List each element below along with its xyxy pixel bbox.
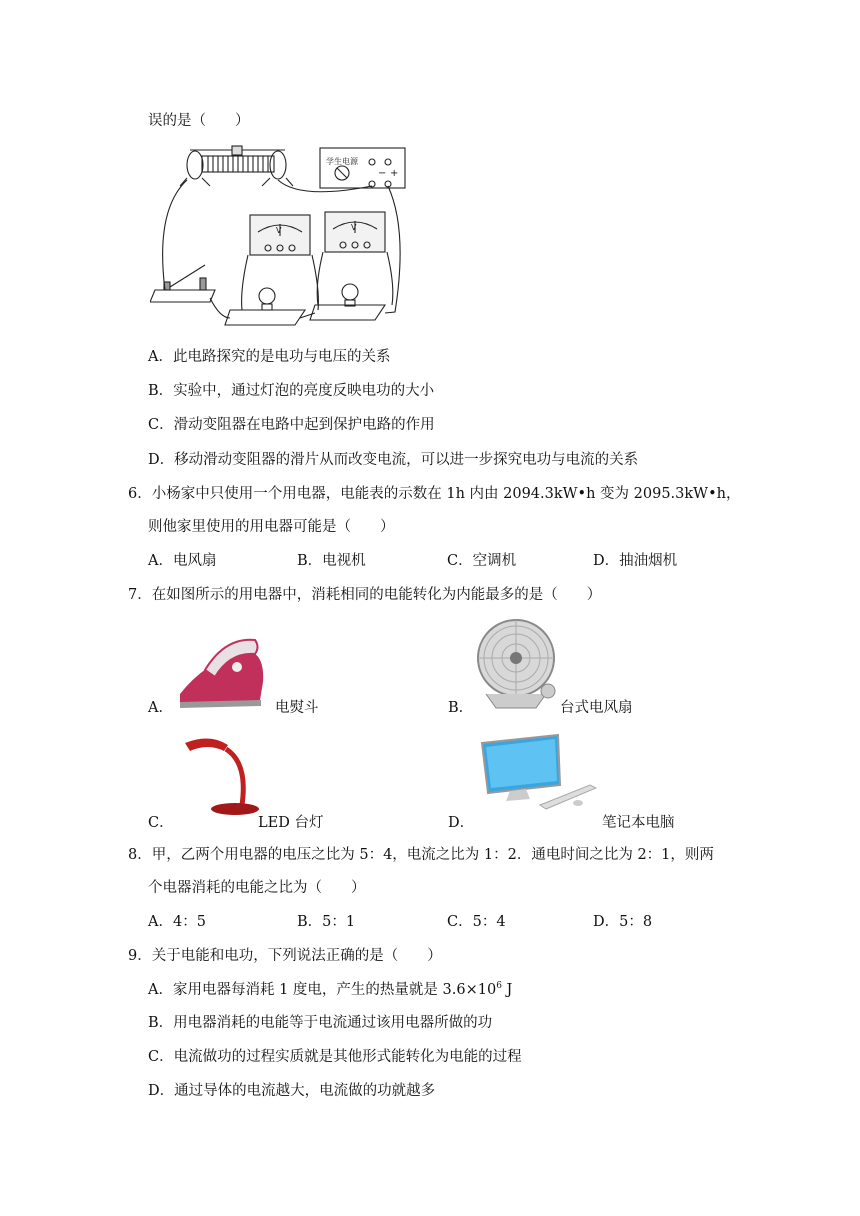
switch-icon — [150, 265, 215, 302]
circuit-diagram — [150, 140, 410, 335]
q7-option-a-label: 电熨斗 — [275, 700, 319, 716]
q7-option-a-letter: A． — [148, 700, 173, 716]
q8-option-c: C．5：4 — [447, 914, 506, 930]
q9-stem: 9．关于电能和电功，下列说法正确的是（ ） — [128, 948, 442, 964]
q7-stem: 7．在如图所示的用电器中，消耗相同的电能转化为内能最多的是（ ） — [128, 587, 602, 603]
q6-option-b: B．电视机 — [297, 553, 366, 569]
q6-stem-line2: 则他家里使用的用电器可能是（ ） — [148, 519, 395, 535]
q7-option-d-label: 笔记本电脑 — [602, 815, 675, 831]
q8-stem-line1: 8．甲，乙两个用电器的电压之比为 5：4，电流之比为 1：2．通电时间之比为 2：1，则两 — [128, 847, 714, 863]
q9-option-b: B．用电器消耗的电能等于电流通过该用电器所做的功 — [148, 1015, 493, 1031]
q5-option-b: B．实验中，通过灯泡的亮度反映电功的大小 — [148, 383, 435, 399]
q7-option-c-label: LED 台灯 — [258, 815, 324, 831]
q5-option-a: A．此电路探究的是电功与电压的关系 — [148, 349, 391, 365]
voltmeter-lamp-1-icon — [225, 215, 318, 325]
electric-iron-icon — [175, 622, 270, 712]
q9-option-d: D．通过导体的电流越大，电流做的功就越多 — [148, 1083, 436, 1099]
q8-option-b: B．5：1 — [297, 914, 356, 930]
svg-text:V: V — [351, 223, 357, 232]
q7-option-c-letter: C． — [148, 815, 174, 831]
q7-option-b-label: 台式电风扇 — [560, 700, 633, 716]
q6-stem-line1: 6．小杨家中只使用一个用电器，电能表的示数在 1h 内由 2094.3kW•h 变为 2095.3kW•h， — [128, 486, 741, 502]
laptop-computer-icon — [480, 733, 600, 818]
svg-text:−: − — [378, 168, 387, 179]
q6-option-d: D．抽油烟机 — [593, 553, 678, 569]
rheostat-icon — [180, 146, 293, 186]
q5-option-c: C．滑动变阻器在电路中起到保护电路的作用 — [148, 417, 435, 433]
q7-option-b-letter: B． — [448, 700, 474, 716]
desk-fan-icon — [476, 616, 566, 711]
q8-option-a: A．4：5 — [148, 914, 206, 930]
q9-option-a: A．家用电器每消耗 1 度电，产生的热量就是 $3.6\times 10^6$ J — [148, 981, 513, 998]
q9-option-c: C．电流做功的过程实质就是其他形式能转化为电能的过程 — [148, 1049, 522, 1065]
svg-text:+: + — [390, 168, 399, 179]
q8-stem-line2: 个电器消耗的电能之比为（ ） — [148, 880, 366, 896]
svg-text:学生电源: 学生电源 — [326, 157, 358, 166]
led-lamp-icon — [180, 733, 260, 818]
q6-option-c: C．空调机 — [447, 553, 517, 569]
q5-option-d: D．移动滑动变阻器的滑片从而改变电流，可以进一步探究电功与电流的关系 — [148, 452, 639, 468]
q7-option-d-letter: D． — [448, 815, 475, 831]
svg-text:V: V — [276, 226, 282, 235]
q8-option-d: D．5：8 — [593, 914, 653, 930]
q6-option-a: A．电风扇 — [148, 553, 217, 569]
q5-stem-tail: 误的是（ ） — [148, 113, 250, 129]
